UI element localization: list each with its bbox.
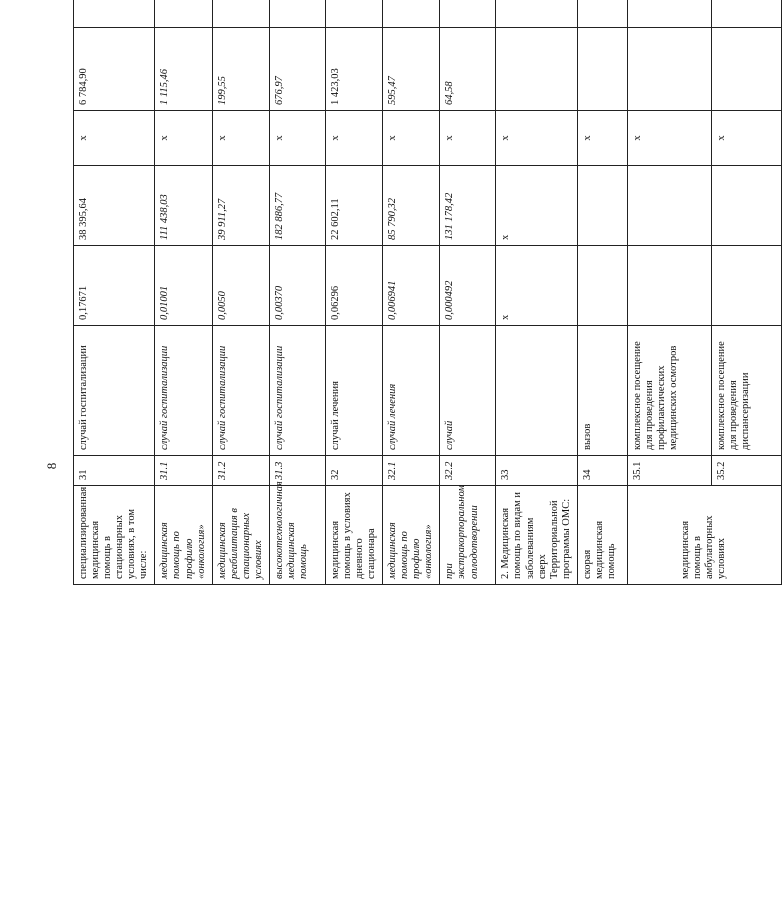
cell-volume-norm <box>577 246 627 326</box>
cell-per-capita-oms: 199,55 <box>212 28 269 111</box>
cell-unit: случай госпитализации <box>212 326 269 456</box>
cell-cost-norm <box>711 166 781 246</box>
cell-per-capita-budget: х <box>74 111 155 166</box>
cell-row-number: 31.3 <box>269 456 325 486</box>
cell-service-name: специализированная медицинская помощь в стационарных условиях, в том числе: <box>74 486 155 585</box>
cell-cost-norm: 22 602,11 <box>325 166 382 246</box>
cell-row-number: 35.2 <box>711 456 781 486</box>
cell-service-name: скорая медицинская помощь <box>577 486 627 585</box>
cell-total-budget <box>627 0 711 28</box>
cell-volume-norm <box>627 246 711 326</box>
cell-row-number: 33 <box>496 456 577 486</box>
cell-service-name: медицинская реабилитация в стационарных условиях <box>212 486 269 585</box>
cell-unit: случай лечения <box>325 326 382 456</box>
cell-row-number: 31 <box>74 456 155 486</box>
cell-unit: случай госпитализации <box>155 326 212 456</box>
cell-unit: случай <box>440 326 496 456</box>
cell-unit: случай госпитализации <box>269 326 325 456</box>
cell-total-budget <box>383 0 440 28</box>
cell-volume-norm: 0,17671 <box>74 246 155 326</box>
cell-cost-norm: 85 790,32 <box>383 166 440 246</box>
cell-row-number: 32.2 <box>440 456 496 486</box>
cell-per-capita-oms <box>627 28 711 111</box>
cell-service-name: медицинская помощь по профилю «онкология» <box>383 486 440 585</box>
table-row <box>269 0 325 585</box>
cell-unit: случай госпитализации <box>74 326 155 456</box>
table-row <box>440 0 496 585</box>
cell-unit: случай лечения <box>383 326 440 456</box>
cell-service-name: 2. Медицинская помощь по видам и заболеваниям сверх Территориальной программы ОМС: <box>496 486 577 585</box>
table-row <box>155 0 212 585</box>
cell-cost-norm: 131 178,42 <box>440 166 496 246</box>
cell-cost-norm: 182 886,77 <box>269 166 325 246</box>
cell-total-budget <box>325 0 382 28</box>
cell-row-number: 35.1 <box>627 456 711 486</box>
cell-cost-norm: 39 911,27 <box>212 166 269 246</box>
cell-unit: комплексное посещение для проведения диспансеризации <box>711 326 781 456</box>
cell-service-name: высокотехнологичная медицинская помощь <box>269 486 325 585</box>
cell-volume-norm: 0,00370 <box>269 246 325 326</box>
cell-cost-norm <box>627 166 711 246</box>
cell-total-budget <box>74 0 155 28</box>
cell-service-name: медицинская помощь в амбулаторных условиях <box>627 486 781 585</box>
cell-service-name: медицинская помощь в условиях дневного стационара <box>325 486 382 585</box>
cell-row-number: 32.1 <box>383 456 440 486</box>
table-row <box>212 0 269 585</box>
territorial-program-table <box>73 0 782 585</box>
cell-per-capita-budget: х <box>383 111 440 166</box>
cell-unit <box>496 326 577 456</box>
cell-per-capita-budget: х <box>496 111 577 166</box>
table-row <box>74 0 155 585</box>
cell-per-capita-oms: 676,97 <box>269 28 325 111</box>
cell-cost-norm <box>577 166 627 246</box>
table-row <box>627 0 711 585</box>
cell-per-capita-budget: х <box>627 111 711 166</box>
cell-per-capita-oms <box>496 28 577 111</box>
page-number: 8 <box>44 462 59 470</box>
cell-unit: вызов <box>577 326 627 456</box>
cell-row-number: 32 <box>325 456 382 486</box>
cell-total-budget <box>155 0 212 28</box>
cell-per-capita-budget: х <box>325 111 382 166</box>
cell-per-capita-oms <box>577 28 627 111</box>
cell-service-name: медицинская помощь по профилю «онкология» <box>155 486 212 585</box>
cell-volume-norm: 0,06296 <box>325 246 382 326</box>
cell-service-name: при экстракорпоральном оплодотворении <box>440 486 496 585</box>
rotated-table-frame <box>73 53 751 871</box>
cell-row-number: 31.2 <box>212 456 269 486</box>
cell-per-capita-oms: 6 784,90 <box>74 28 155 111</box>
cell-per-capita-budget: х <box>440 111 496 166</box>
cell-cost-norm: х <box>496 166 577 246</box>
cell-total-budget <box>269 0 325 28</box>
cell-per-capita-oms: 1 423,03 <box>325 28 382 111</box>
cell-cost-norm: 111 438,03 <box>155 166 212 246</box>
cell-volume-norm: 0,01001 <box>155 246 212 326</box>
cell-per-capita-oms: 595,47 <box>383 28 440 111</box>
cell-per-capita-budget: х <box>577 111 627 166</box>
cell-unit: комплексное посещение для проведения профилактических медицинских осмотров <box>627 326 711 456</box>
cell-per-capita-oms: 1 115,46 <box>155 28 212 111</box>
cell-per-capita-oms <box>711 28 781 111</box>
cell-total-budget <box>577 0 627 28</box>
cell-per-capita-budget: х <box>269 111 325 166</box>
cell-volume-norm: 0,0050 <box>212 246 269 326</box>
cell-row-number: 34 <box>577 456 627 486</box>
cell-per-capita-budget: х <box>155 111 212 166</box>
table-row <box>325 0 382 585</box>
cell-total-budget <box>212 0 269 28</box>
cell-per-capita-budget: х <box>212 111 269 166</box>
cell-per-capita-budget: х <box>711 111 781 166</box>
table-row <box>383 0 440 585</box>
table-row <box>577 0 627 585</box>
cell-per-capita-oms: 64,58 <box>440 28 496 111</box>
table-row <box>496 0 577 585</box>
cell-total-budget <box>440 0 496 28</box>
cell-row-number: 31.1 <box>155 456 212 486</box>
cell-total-budget <box>496 0 577 28</box>
cell-volume-norm <box>711 246 781 326</box>
cell-cost-norm: 38 395,64 <box>74 166 155 246</box>
cell-volume-norm: 0,000492 <box>440 246 496 326</box>
cell-volume-norm: х <box>496 246 577 326</box>
cell-volume-norm: 0,006941 <box>383 246 440 326</box>
cell-total-budget <box>711 0 781 28</box>
